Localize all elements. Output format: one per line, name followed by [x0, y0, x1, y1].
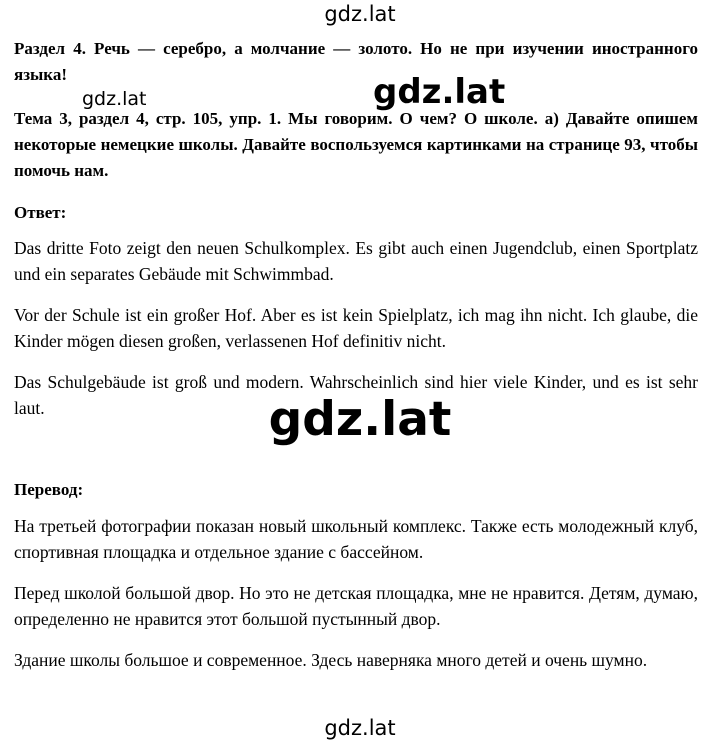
task-text: Тема 3, раздел 4, стр. 105, упр. 1. Мы говорим. О чем? О школе. а) Давайте опишем некоторые немецкие школы. Давайте воспользуемся картинками на странице 93, чтобы помочь нам. — [14, 109, 698, 180]
answer-label: Ответ: — [14, 203, 67, 222]
answer-paragraph-2: Vor der Schule ist ein großer Hof. Aber es ist kein Spielplatz, ich mag ihn nicht. Ich glaube, die Kinder mögen diesen großen, verlassenen Hof definitiv nicht. — [14, 305, 698, 351]
watermark-mid: gdz.lat — [373, 72, 506, 112]
watermark-bottom: gdz.lat — [324, 716, 396, 740]
watermark-top: gdz.lat — [324, 2, 396, 26]
answer-paragraph-3: Das Schulgebäude ist groß und modern. Wahrscheinlich sind hier viele Kinder, und es ist sehr laut. — [14, 372, 698, 418]
section-heading: Раздел 4. Речь — серебро, а молчание — золото. Но не при изучении иностранного языка! — [14, 39, 698, 84]
translation-paragraph-2: Перед школой большой двор. Но это не детская площадка, мне не нравится. Детям, думаю, определенно не нравится этот большой пустынный двор. — [14, 583, 698, 629]
translation-paragraph-3: Здание школы большое и современное. Здесь наверняка много детей и очень шумно. — [14, 650, 648, 670]
translation-label: Перевод: — [14, 480, 84, 499]
translation-paragraph-1: На третьей фотографии показан новый школьный комплекс. Также есть молодежный клуб, спортивная площадка и отдельное здание с бассейном. — [14, 516, 698, 562]
answer-paragraph-1: Das dritte Foto zeigt den neuen Schulkomplex. Es gibt auch einen Jugendclub, einen Sportplatz und ein separates Gebäude mit Schwimmbad. — [14, 238, 698, 284]
watermark-big: gdz.lat — [268, 392, 452, 447]
watermark-small: gdz.lat — [82, 88, 147, 110]
